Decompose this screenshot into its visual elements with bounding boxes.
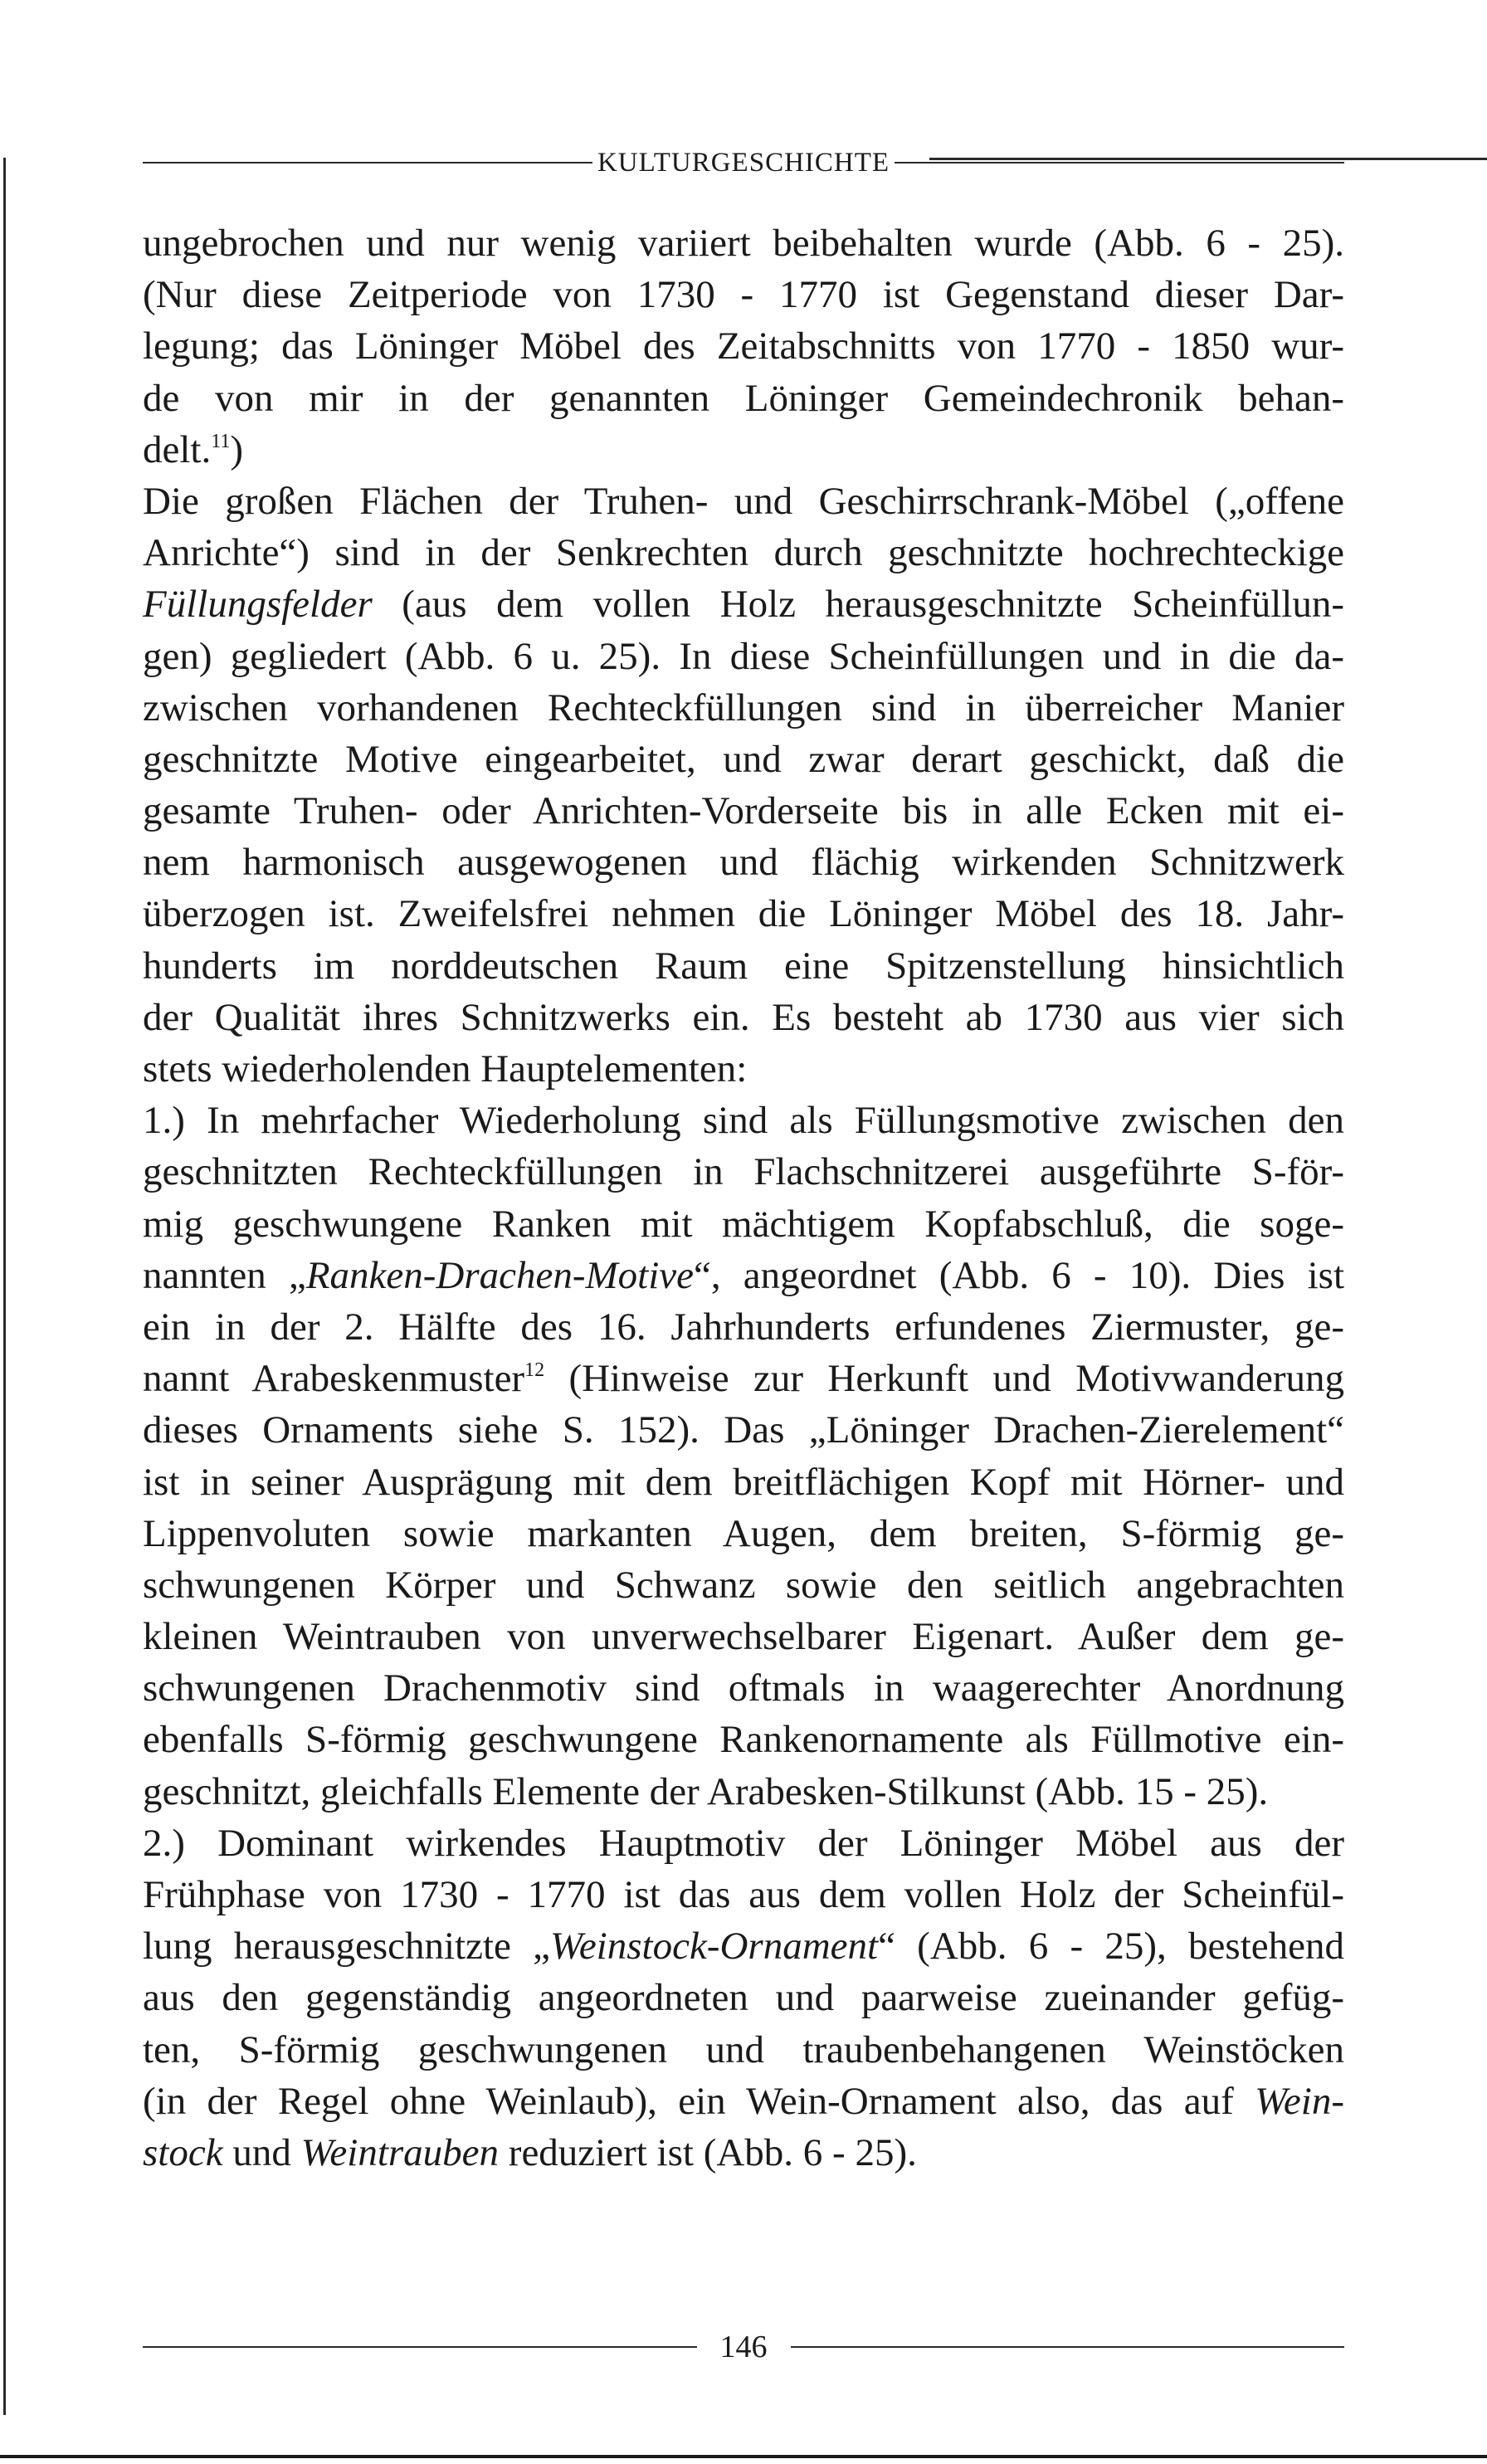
text-span: (in der Regel ohne Weinlaub), ein Wein-Ornament also, das auf [143,2079,1255,2123]
text-line [143,578,1344,630]
italic-term: Weintrauben [300,2130,500,2174]
text-line [143,1250,1344,1301]
header-rule-left [143,162,592,163]
text-line: legung; das Löninger Möbel des Zeitabschnitts von 1770 - 1850 wur- [143,324,1344,368]
text-line: aus den gegenständig angeordneten und paarweise zueinander gefüg- [143,1976,1344,2020]
text-line: 1.) In mehrfacher Wiederholung sind als Füllungsmotive zwischen den [143,1099,1344,1143]
text-line: Anrichte“) sind in der Senkrechten durch geschnitzte hochrechteckige [143,531,1344,575]
text-line: geschnitzten Rechteckfüllungen in Flachschnitzerei ausgeführte S-för- [143,1150,1344,1194]
text-line: ebenfalls S-förmig geschwungene Rankenornamente als Füllmotive ein- [143,1718,1344,1762]
text-span: nannten „ [143,1253,306,1297]
text-line [143,1920,1344,1972]
text-line: gesamte Truhen- oder Anrichten-Vorderseite bis in alle Ecken mit ei- [143,789,1344,833]
text-line [143,2076,1344,2127]
text-span: (aus dem vollen Holz herausgeschnitzte Scheinfüllun- [372,583,1344,627]
text-span: (Hinweise zur Herkunft und Motivwanderung [544,1357,1344,1401]
footnote-ref: 12 [524,1359,545,1382]
footer-rule-left [143,2346,697,2348]
text-span: ) [230,427,243,471]
text-line: dieses Ornaments siehe S. 152). Das „Löninger Drachen-Zierelement“ [143,1408,1344,1452]
scan-edge-bottom [0,2455,1487,2458]
text-line: 2.) Dominant wirkendes Hauptmotiv der Löninger Möbel aus der [143,1821,1344,1865]
text-line [143,424,1344,476]
italic-term: Ranken-Drachen-Motive [305,1253,694,1297]
text-line: hunderts im norddeutschen Raum eine Spitzenstellung hinsichtlich [143,944,1344,988]
text-line: mig geschwungene Ranken mit mächtigem Kopfabschluß, die soge- [143,1202,1344,1246]
text-span: “ (Abb. 6 - 25), bestehend [878,1925,1344,1969]
text-line: der Qualität ihres Schnitzwerks ein. Es besteht ab 1730 aus vier sich [143,995,1344,1039]
header-rule-right [895,162,1344,163]
text-span: reduziert ist (Abb. 6 - 25). [499,2130,917,2174]
text-line [143,1353,1344,1404]
footer-rule-right [791,2346,1345,2348]
text-span: “, angeordnet (Abb. 6 - 10). Dies ist [694,1253,1344,1297]
text-line: nem harmonisch ausgewogenen und flächig wirkenden Schnitzwerk [143,841,1344,885]
text-line: stets wiederholenden Hauptelementen: [143,1047,748,1091]
text-line: ist in seiner Ausprägung mit dem breitflächigen Kopf mit Hörner- und [143,1460,1344,1504]
text-line: Die großen Flächen der Truhen- und Geschirrschrank-Möbel („offene [143,479,1344,523]
footnote-ref: 11 [211,430,231,452]
body-text [143,217,1344,2179]
text-line: de von mir in der genannten Löninger Gemeindechronik behan- [143,376,1344,420]
page-number: 146 [719,2330,768,2364]
italic-term: Füllungsfelder [143,583,373,627]
page-footer [143,2322,1344,2372]
text-line: ein in der 2. Hälfte des 16. Jahrhunderts erfundenes Ziermuster, ge- [143,1305,1344,1349]
text-span: nannt Arabeskenmuster [143,1357,525,1401]
running-header [143,143,1344,183]
text-line: schwungenen Körper und Schwanz sowie den seitlich angebrachten [143,1563,1344,1607]
text-line: überzogen ist. Zweifelsfrei nehmen die Löninger Möbel des 18. Jahr- [143,892,1344,936]
text-line [143,2127,1344,2179]
text-span: lung herausgeschnitzte „ [143,1925,550,1969]
text-line: ungebrochen und nur wenig variiert beibehalten wurde (Abb. 6 - 25). [143,222,1344,265]
italic-term: Wein- [1255,2079,1344,2123]
italic-term: Weinstock-Ornament [549,1925,879,1969]
text-span: und [222,2130,301,2174]
text-line: ten, S-förmig geschwungenen und traubenbehangenen Weinstöcken [143,2027,1344,2071]
running-title: KULTURGESCHICHTE [597,147,890,178]
italic-term: stock [143,2130,223,2174]
text-line: zwischen vorhandenen Rechteckfüllungen sind in überreicher Manier [143,686,1344,729]
text-line: geschnitzte Motive eingearbeitet, und zwar derart geschickt, daß die [143,737,1344,781]
text-span: delt. [143,427,212,471]
text-line: Frühphase von 1730 - 1770 ist das aus dem vollen Holz der Scheinfül- [143,1873,1344,1916]
text-line: geschnitzt, gleichfalls Elemente der Arabesken-Stilkunst (Abb. 15 - 25). [143,1769,1269,1813]
text-line: kleinen Weintrauben von unverwechselbarer Eigenart. Außer dem ge- [143,1615,1344,1659]
text-line: gen) gegliedert (Abb. 6 u. 25). In diese Scheinfüllungen und in die da- [143,634,1344,678]
text-line: schwungenen Drachenmotiv sind oftmals in waagerechter Anordnung [143,1666,1344,1710]
scan-edge-left [3,158,6,2415]
text-line: Lippenvoluten sowie markanten Augen, dem breiten, S-förmig ge- [143,1511,1344,1555]
text-line: (Nur diese Zeitperiode von 1730 - 1770 ist Gegenstand dieser Dar- [143,273,1344,317]
